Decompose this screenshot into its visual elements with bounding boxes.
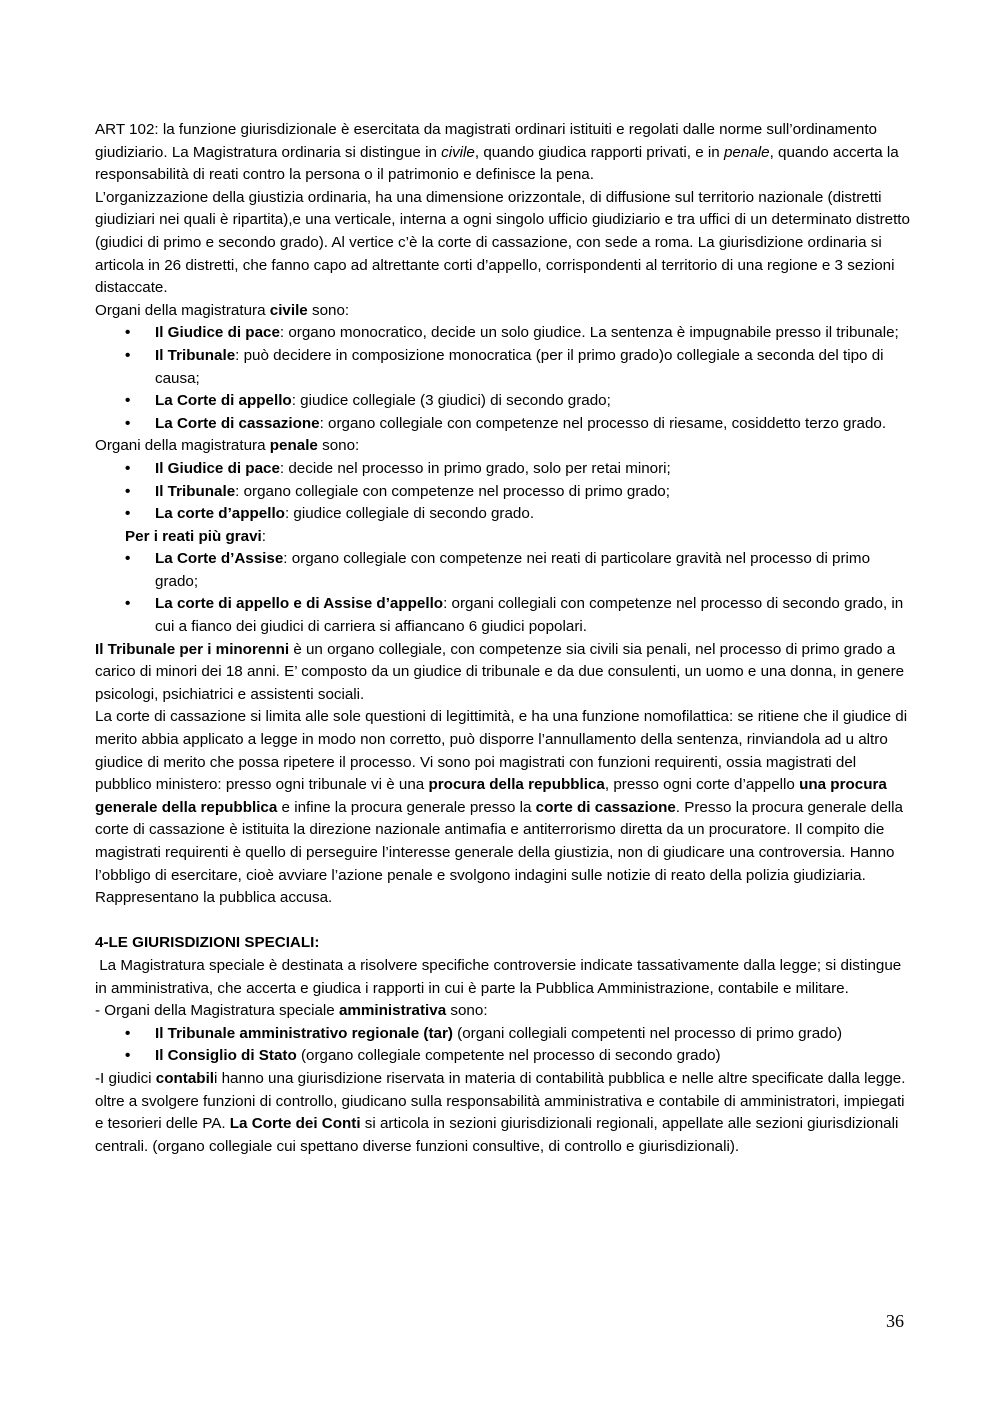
list-item: • Il Tribunale: organo collegiale con competenze nel processo di primo grado; (95, 481, 910, 504)
penale-list (95, 458, 910, 526)
civile-intro: Organi della magistratura civile sono: (95, 301, 350, 319)
italic-civile: civile (441, 143, 475, 161)
text-run: ART 102: la funzione giurisdizionale è esercitata da magistrati ordinari istituiti e regolati dalle norme sull’ordinamento giudiziario. La Magistratura ordinaria si distingue in (95, 121, 878, 161)
list-item: • La Corte di appello: giudice collegiale (3 giudici) di secondo grado; (95, 390, 910, 413)
page-number: 36 (886, 1311, 904, 1331)
paragraph-organizzazione: L’organizzazione della giustizia ordinaria, ha una dimensione orizzontale, di diffusione sul territorio nazionale (distretti giudiziari nei quali è ripartita),e una verticale, interna a ogni singolo ufficio giudiziario e tra uffici di un determinato distretto (giudici di primo e secondo grado). Al vertice c’è la corte di cassazione, con sede a roma. La giurisdizione ordinaria si articola in 26 distretti, che fanno capo ad altrettante corti d’appello, corrispondenti al territorio di una regione e 3 sezioni distaccate. (95, 188, 910, 297)
paragraph-contabili: -I giudici contabili hanno una giurisdizione riservata in materia di contabilità pubblica e nelle altre specificate dalla legge. oltre a svolgere funzioni di controllo, giudicano sulla responsabilità amministrativa e contabile di amministratori, impiegati e tesorieri delle PA. La Corte dei Conti si articola in sezioni giurisdizionali regionali, appellate alle sezioni giurisdizionali centrali. (organo collegiale cui spettano diverse funzioni consultive, di controllo e giurisdizionali). (95, 1069, 906, 1155)
list-item: • La corte di appello e di Assise d’appello: organi collegiali con competenze nel processo di secondo grado, in cui a fianco dei giudici di carriera si affiancano 6 giudici popolari. (95, 593, 910, 638)
paragraph-minori: Il Tribunale per i minorenni è un organo collegiale, con competenze sia civili sia penali, nel processo di primo grado a carico di minori dei 18 anni. E’ composto da un giudice di tribunale e da due consulenti, un uomo e una donna, in genere psicologi, psichiatrici e assistenti sociali. (95, 640, 905, 703)
paragraph-cassazione: La corte di cassazione si limita alle sole questioni di legittimità, e ha una funzione nomofilattica: se ritiene che il giudice di merito abbia applicato a legge in modo non corretto, può disporre l’annullamento della sentenza, rinviandola ad u altro giudice di merito che possa ripetere il processo. Vi sono poi magistrati con funzioni requirenti, ossia magistrati del pubblico ministero: presso ogni tribunale vi è una procura della repubblica, presso ogni corte d’appello una procura generale della repubblica e infine la procura generale presso la corte di cassazione. Presso la procura generale della corte di cassazione è istituita la direzione nazionale antimafia e antiterrorismo diretta da un procuratore. Il compito die magistrati requirenti è quello di perseguire l’interesse generale della giustizia, non di giudicare una controversia. Hanno l’obbligo di esercitare, cioè avviare l’azione penale e svolgono indagini sulle notizie di reato della polizia giudiziaria. Rappresentano la pubblica accusa. (95, 708, 908, 907)
civile-list (95, 322, 910, 435)
list-item: • Il Giudice di pace: decide nel processo in primo grado, solo per retai minori; (95, 458, 910, 481)
amministrativa-list (95, 1023, 910, 1068)
list-item: • La corte d’appello: giudice collegiale di secondo grado. (95, 503, 910, 526)
list-item: • La Corte d’Assise: organo collegiale con competenze nei reati di particolare gravità nel processo di primo grado; (95, 548, 910, 593)
list-item: • La Corte di cassazione: organo collegiale con competenze nel processo di riesame, cosiddetto terzo grado. (95, 413, 910, 436)
penale-intro: Organi della magistratura penale sono: (95, 437, 360, 455)
list-item: • Il Giudice di pace: organo monocratico, decide un solo giudice. La sentenza è impugnabile presso il tribunale; (95, 322, 910, 345)
text-run: , quando giudica rapporti privati, e in (474, 143, 724, 161)
gravi-list (95, 548, 910, 638)
gravi-intro: Per i reati più gravi: (125, 527, 266, 545)
list-item: • Il Tribunale amministrativo regionale (tar) (organi collegiali competenti nel processo di primo grado) (95, 1023, 910, 1046)
section-heading: 4-LE GIURISDIZIONI SPECIALI: (95, 934, 320, 952)
list-item: • Il Tribunale: può decidere in composizione monocratica (per il primo grado)o collegiale a seconda del tipo di causa; (95, 345, 910, 390)
paragraph-speciale: La Magistratura speciale è destinata a risolvere specifiche controversie indicate tassativamente dalla legge; si distingue in amministrativa, che accerta e giudica i rapporti in cui è parte la Pubblica Amministrazione, contabile e militare. (95, 956, 906, 997)
amministrativa-intro: - Organi della Magistratura speciale amministrativa sono: (95, 1002, 488, 1020)
list-item: • Il Consiglio di Stato (organo collegiale competente nel processo di secondo grado) (95, 1045, 910, 1068)
blank-line (95, 910, 910, 933)
text-run: , quando accerta la responsabilità di reati contro la persona o il patrimonio e definisce la pena. (95, 143, 899, 184)
paragraph-art102 (95, 119, 910, 187)
document-page (95, 119, 910, 1158)
italic-penale: penale (723, 143, 770, 161)
